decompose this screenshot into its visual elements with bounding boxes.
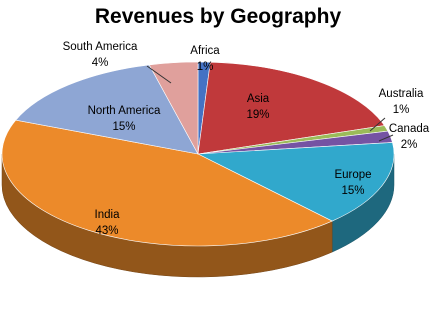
slice-name-north-america: North America xyxy=(87,105,161,117)
slice-value-asia: 19% xyxy=(246,109,270,121)
slice-label-south-america xyxy=(63,41,138,69)
slice-name-asia: Asia xyxy=(246,93,270,105)
chart-title: Revenues by Geography xyxy=(94,5,342,28)
slice-value-australia: 1% xyxy=(392,104,410,116)
slice-name-india: India xyxy=(94,209,120,221)
slice-value-north-america: 15% xyxy=(112,121,136,133)
slice-value-south-america: 4% xyxy=(91,57,109,69)
slice-name-australia: Australia xyxy=(378,88,424,100)
slice-name-europe: Europe xyxy=(334,169,372,181)
slice-name-canada: Canada xyxy=(388,123,430,135)
slice-name-south-america: South America xyxy=(62,41,138,53)
slice-label-australia xyxy=(379,88,424,116)
slice-value-canada: 2% xyxy=(400,139,418,151)
pie-tops xyxy=(2,62,394,246)
slice-value-india: 43% xyxy=(95,225,119,237)
slice-value-europe: 15% xyxy=(341,185,365,197)
slice-value-africa: 1% xyxy=(196,61,214,73)
slice-name-africa: Africa xyxy=(190,45,220,57)
slice-label-canada xyxy=(389,123,430,151)
